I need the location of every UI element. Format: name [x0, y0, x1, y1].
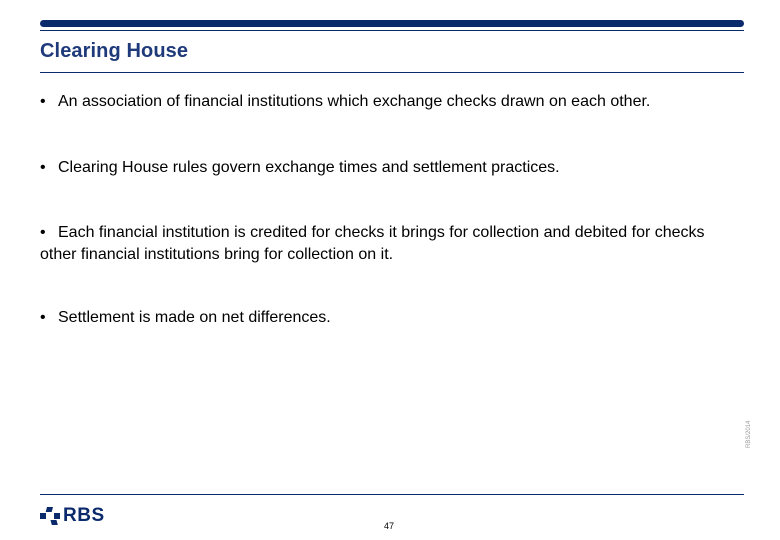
bullet-symbol: • — [40, 159, 46, 176]
logo-wordmark: RBS — [63, 505, 105, 526]
bullet-item-4 — [40, 307, 740, 329]
bullet-item-1 — [40, 91, 740, 113]
slide-title: Clearing House — [40, 40, 189, 62]
header-thick-rule — [40, 20, 744, 27]
rbs-daisy-wheel-icon — [40, 507, 60, 525]
document-code: RBS/2014 — [746, 420, 752, 448]
bullet-symbol: • — [40, 224, 46, 241]
bullet-text: Settlement is made on net differences. — [58, 309, 331, 326]
bullet-symbol: • — [40, 309, 46, 326]
bullet-text: Each financial institution is credited for checks it brings for collection and debited for checks other financial institutions bring for collection on it. — [40, 224, 705, 263]
rbs-logo — [40, 506, 105, 526]
bullet-item-2 — [40, 157, 740, 179]
page-number: 47 — [384, 521, 395, 531]
bullet-text: Clearing House rules govern exchange times and settlement practices. — [58, 159, 560, 176]
title-underline — [40, 72, 744, 73]
bullet-symbol: • — [40, 93, 46, 110]
header-thin-rule — [40, 30, 744, 31]
footer-rule — [40, 494, 744, 495]
bullet-text: An association of financial institutions which exchange checks drawn on each other. — [58, 93, 651, 110]
bullet-item-3 — [40, 222, 740, 266]
